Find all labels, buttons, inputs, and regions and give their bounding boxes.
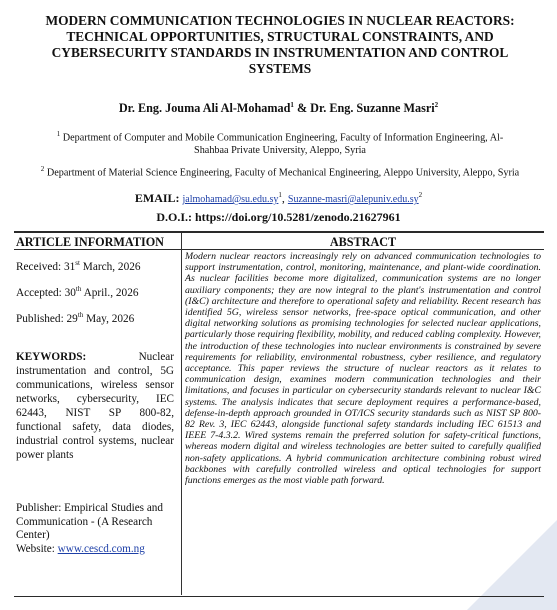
email-line [0, 191, 557, 206]
keywords-list: Nuclear instrumentation and control, 5G communications, wireless sensor networks, cybersecurity, IEC 62443, NIST SP 800-82, functional safety, data diodes, industrial control systems, nuclear power plants [16, 351, 174, 461]
abstract-heading: ABSTRACT [329, 235, 397, 249]
top-rule [14, 231, 544, 233]
received-sup: st [75, 259, 80, 267]
doi-line: D.O.I.: https://doi.org/10.5281/zenodo.21627961 [156, 210, 401, 224]
author-1-sup: 1 [290, 101, 294, 109]
published-sup: th [77, 310, 84, 319]
affiliation-2-sup: 2 [40, 165, 45, 173]
email-2-sup: 2 [418, 191, 423, 199]
affiliation-1 [55, 128, 505, 157]
email-separator: , [281, 191, 288, 205]
website-link[interactable]: www.cescd.com.ng [57, 542, 145, 555]
received-date [16, 256, 180, 274]
website-line [16, 543, 174, 557]
bottom-rule [14, 596, 544, 597]
published-date [16, 308, 180, 326]
affiliation-1-sup: 1 [56, 130, 61, 138]
keywords-label: KEYWORDS: [16, 351, 87, 363]
email-2-link[interactable]: Suzanne-masri@alepuniv.edu.sy [287, 194, 419, 205]
accepted-rest: April., 2026 [81, 286, 139, 299]
accepted-date [16, 282, 180, 300]
author-2-sup: 2 [434, 101, 439, 109]
article-info [16, 235, 180, 325]
affiliation-1-text: Department of Computer and Mobile Communication Engineering, Faculty of Information Engineering, Al-Shahbaa Private University, Aleppo, Syria [60, 132, 504, 157]
author-separator: & [293, 101, 311, 116]
author-2: Dr. Eng. Suzanne Masri [310, 101, 435, 116]
accepted-sup: th [75, 284, 82, 293]
abstract-text: Modern nuclear reactors increasingly rely on advanced communication technologies to support instrumentation, control, monitoring, maintenance, and plant-wide coordination. As nuclear facilities become more digitalized, communication systems are no longer auxiliary components; they are now integral to the plant's instrumentation and control (I&C) architecture and therefore to operational safety and reliability. Recent research has identified 5G, wireless sensor networks, free-space optical communication, and other digital networking solutions as promising technologies for selected nuclear applications, particularly those requiring flexibility, mobility, and reduced cabling complexity. However, the introduction of these technologies into nuclear environments is constrained by severe requirements for reliability, environmental robustness, cyber resilience, and regulatory acceptance. This paper reviews the structure of nuclear reactors as it relates to communication design, examines modern communication technologies and their limitations, and focuses in particular on cybersecurity standards relevant to nuclear I&C systems. The analysis indicates that secure deployment requires a performance-based, defense-in-depth approach grounded in OT/ICS security standards such as NIST SP 800-82 Rev. 3, IEC 62443, alongside functional safety standards including IEC 61513 and IEEE 7-4.3.2. Wired systems remain the preferred solution for safety-critical functions, whereas modern digital and wireless technologies are better suited to carefully qualified non-safety applications. A hybrid communication architecture combining robust wired backbones with carefully controlled wireless and optical technologies for support functions emerges as the most viable path forward. [185, 251, 541, 487]
author-line [0, 101, 557, 116]
email-1-link[interactable]: jalmohamad@su.edu.sy [182, 194, 279, 205]
affiliation-2 [30, 163, 530, 179]
author-1: Dr. Eng. Jouma Ali Al-Mohamad [118, 101, 291, 116]
received-label: Received: 31 [16, 260, 76, 273]
accepted-label: Accepted: 30 [16, 286, 76, 299]
email-label: EMAIL: [134, 191, 183, 205]
website-label: Website: [16, 542, 58, 555]
column-divider [181, 233, 182, 595]
email-1-sup: 1 [278, 191, 282, 199]
published-rest: May, 2026 [83, 312, 135, 325]
published-label: Published: 29 [16, 312, 78, 325]
paper-title: MODERN COMMUNICATION TECHNOLOGIES IN NUCLEAR REACTORS: TECHNICAL OPPORTUNITIES, STRUCTURAL CONSTRAINTS, AND CYBERSECURITY STANDARDS IN INSTRUMENTATION AND CONTROL SYSTEMS [45, 13, 515, 76]
keywords-block [16, 350, 174, 462]
article-info-heading: ARTICLE INFORMATION [16, 235, 164, 249]
publisher-block [16, 502, 174, 556]
publisher-text: Publisher: Empirical Studies and Communication - (A Research Center) [16, 502, 163, 541]
received-rest: March, 2026 [79, 260, 141, 273]
affiliation-2-text: Department of Material Science Engineering, Faculty of Mechanical Engineering, Aleppo University, Aleppo, Syria [44, 167, 520, 179]
